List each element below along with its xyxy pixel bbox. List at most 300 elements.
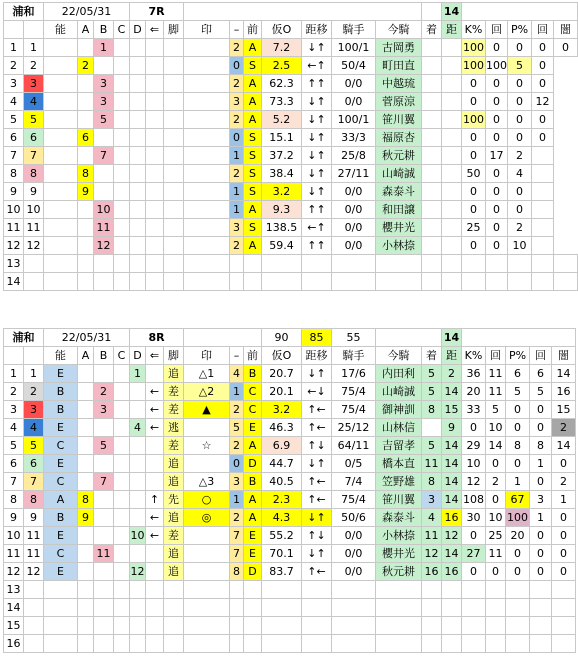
table-cell bbox=[94, 129, 114, 147]
table-cell bbox=[422, 201, 442, 219]
column-header: B bbox=[94, 347, 114, 365]
table-cell: 11 bbox=[486, 545, 506, 563]
table-cell: 1 bbox=[24, 365, 44, 383]
column-header: 仮O bbox=[262, 21, 302, 39]
table-cell: 11 bbox=[24, 219, 44, 237]
table-cell bbox=[130, 455, 146, 473]
table-cell bbox=[422, 255, 442, 273]
table-cell: 0 bbox=[486, 201, 508, 219]
table-cell: 0 bbox=[508, 129, 532, 147]
table-cell: 2 bbox=[552, 473, 576, 491]
table-cell bbox=[130, 509, 146, 527]
table-cell: 17/6 bbox=[332, 365, 376, 383]
table-cell bbox=[146, 219, 164, 237]
column-header: ⇐ bbox=[146, 347, 164, 365]
table-cell: 1 bbox=[552, 491, 576, 509]
table-cell bbox=[486, 617, 506, 635]
table-cell: 25/8 bbox=[332, 147, 376, 165]
table-cell: 40.5 bbox=[262, 473, 302, 491]
table-cell: ↓↑ bbox=[302, 545, 332, 563]
badge: 14 bbox=[442, 3, 462, 21]
table-cell bbox=[114, 111, 130, 129]
table-cell: A bbox=[44, 491, 78, 509]
table-cell: 36 bbox=[462, 365, 486, 383]
table-cell: 4 bbox=[24, 93, 44, 111]
table-cell: ↑← bbox=[302, 563, 332, 581]
table-cell bbox=[332, 635, 376, 653]
table-cell bbox=[164, 201, 184, 219]
table-cell bbox=[422, 147, 442, 165]
table-cell: 笹川翼 bbox=[376, 111, 422, 129]
table-cell: ↑← bbox=[302, 401, 332, 419]
table-cell: ↓↑ bbox=[302, 129, 332, 147]
table-cell bbox=[184, 273, 230, 291]
table-cell: 100/1 bbox=[332, 111, 376, 129]
table-cell: 12 bbox=[4, 237, 24, 255]
column-header: 距移 bbox=[302, 347, 332, 365]
table-cell: 16 bbox=[442, 509, 462, 527]
table-cell bbox=[44, 581, 78, 599]
table-cell: 1 bbox=[24, 39, 44, 57]
table-cell bbox=[78, 599, 94, 617]
table-cell bbox=[462, 599, 486, 617]
column-header: 距 bbox=[442, 347, 462, 365]
table-cell: 4 bbox=[230, 365, 244, 383]
table-cell: 秋元耕 bbox=[376, 563, 422, 581]
table-cell: ↑↓ bbox=[302, 437, 332, 455]
column-header: A bbox=[78, 347, 94, 365]
table-cell bbox=[554, 255, 578, 273]
table-cell: 37.2 bbox=[262, 147, 302, 165]
table-cell: △2 bbox=[184, 383, 230, 401]
table-cell bbox=[530, 617, 552, 635]
column-header: 回 bbox=[486, 347, 506, 365]
table-cell bbox=[114, 509, 130, 527]
table-cell: 14 bbox=[442, 383, 462, 401]
table-cell bbox=[302, 599, 332, 617]
table-cell bbox=[78, 365, 94, 383]
table-cell: E bbox=[44, 527, 78, 545]
table-cell bbox=[78, 419, 94, 437]
table-cell bbox=[530, 599, 552, 617]
table-cell: 3 bbox=[94, 93, 114, 111]
table-cell bbox=[78, 617, 94, 635]
table-cell: 7 bbox=[4, 147, 24, 165]
table-cell: 2 bbox=[230, 75, 244, 93]
table-cell: ↓↑ bbox=[302, 455, 332, 473]
table-cell bbox=[506, 635, 530, 653]
column-header: K% bbox=[462, 347, 486, 365]
table-cell: 100/1 bbox=[332, 39, 376, 57]
table-cell: 0 bbox=[506, 563, 530, 581]
table-cell bbox=[422, 111, 442, 129]
table-cell bbox=[332, 599, 376, 617]
table-row bbox=[4, 491, 576, 509]
table-cell: 12 bbox=[532, 93, 554, 111]
table-cell: 2.5 bbox=[262, 57, 302, 75]
column-header: 前 bbox=[244, 347, 262, 365]
table-cell bbox=[44, 219, 78, 237]
table-cell bbox=[184, 237, 230, 255]
table-cell: 差 bbox=[164, 527, 184, 545]
table-cell: 9 bbox=[78, 183, 94, 201]
table-cell bbox=[94, 491, 114, 509]
table-cell bbox=[230, 273, 244, 291]
table-cell bbox=[164, 617, 184, 635]
table-cell bbox=[44, 57, 78, 75]
table-cell: 0 bbox=[530, 545, 552, 563]
table-cell: 差 bbox=[164, 401, 184, 419]
table-cell bbox=[114, 219, 130, 237]
table-cell bbox=[130, 437, 146, 455]
table-cell: 8 bbox=[530, 437, 552, 455]
table-cell bbox=[130, 147, 146, 165]
table-cell bbox=[146, 437, 164, 455]
table-cell bbox=[184, 527, 230, 545]
table-cell: 御神訓 bbox=[376, 401, 422, 419]
table-cell: 追 bbox=[164, 365, 184, 383]
table-cell: 15 bbox=[4, 617, 24, 635]
table-cell bbox=[114, 93, 130, 111]
table-cell: 2 bbox=[230, 509, 244, 527]
table-cell: 14 bbox=[486, 437, 506, 455]
table-cell bbox=[24, 599, 44, 617]
table-cell: 櫻井光 bbox=[376, 219, 422, 237]
table-cell bbox=[462, 273, 486, 291]
table-cell: 5 bbox=[94, 111, 114, 129]
table-cell bbox=[130, 491, 146, 509]
table-cell: 9 bbox=[78, 509, 94, 527]
column-header: 今騎 bbox=[376, 347, 422, 365]
table-cell bbox=[486, 581, 506, 599]
table-cell bbox=[184, 93, 230, 111]
table-cell: 0 bbox=[532, 111, 554, 129]
value-2: 85 bbox=[302, 329, 332, 347]
table-cell: C bbox=[44, 437, 78, 455]
table-cell: 12 bbox=[94, 237, 114, 255]
value-3: 55 bbox=[332, 329, 376, 347]
table-cell bbox=[486, 273, 508, 291]
table-cell bbox=[130, 219, 146, 237]
table-cell bbox=[530, 581, 552, 599]
table-cell: 0 bbox=[486, 183, 508, 201]
table-cell: 3 bbox=[230, 219, 244, 237]
table-row bbox=[4, 419, 576, 437]
table-cell: 3 bbox=[94, 75, 114, 93]
table-cell: A bbox=[244, 93, 262, 111]
table-cell bbox=[146, 635, 164, 653]
race-label: 7R bbox=[130, 3, 184, 21]
table-cell bbox=[24, 617, 44, 635]
table-cell bbox=[114, 491, 130, 509]
table-cell bbox=[376, 255, 422, 273]
table-cell: 12 bbox=[462, 473, 486, 491]
table-cell: 7.2 bbox=[262, 39, 302, 57]
table-cell bbox=[230, 635, 244, 653]
table-cell bbox=[164, 39, 184, 57]
table-cell: 14 bbox=[552, 365, 576, 383]
table-cell: 2 bbox=[230, 401, 244, 419]
table-cell: 1 bbox=[506, 473, 530, 491]
table-cell: 3.2 bbox=[262, 401, 302, 419]
table-cell bbox=[78, 581, 94, 599]
table-cell bbox=[164, 165, 184, 183]
table-cell bbox=[146, 93, 164, 111]
table-cell bbox=[114, 237, 130, 255]
table-cell bbox=[184, 201, 230, 219]
table-cell bbox=[164, 75, 184, 93]
table-cell bbox=[376, 635, 422, 653]
venue-label: 浦和 bbox=[4, 329, 44, 347]
table-cell: △3 bbox=[184, 473, 230, 491]
table-cell: 山崎誠 bbox=[376, 165, 422, 183]
table-cell: 73.3 bbox=[262, 93, 302, 111]
table-cell: 6 bbox=[4, 455, 24, 473]
table-cell: 0/0 bbox=[332, 219, 376, 237]
table-cell bbox=[78, 563, 94, 581]
table-cell: 5 bbox=[530, 383, 552, 401]
table-cell: 75/4 bbox=[332, 383, 376, 401]
table-cell bbox=[130, 599, 146, 617]
table-cell: 0 bbox=[508, 201, 532, 219]
table-cell: 内田利 bbox=[376, 365, 422, 383]
table-cell bbox=[442, 617, 462, 635]
table-cell: 9 bbox=[4, 509, 24, 527]
table-cell: 8 bbox=[422, 473, 442, 491]
table-cell: 0 bbox=[462, 75, 486, 93]
table-cell: A bbox=[244, 509, 262, 527]
table-cell bbox=[114, 527, 130, 545]
table-cell bbox=[184, 545, 230, 563]
table-cell: 追 bbox=[164, 509, 184, 527]
table-cell bbox=[130, 165, 146, 183]
table-cell bbox=[532, 237, 554, 255]
table-cell: 8 bbox=[24, 165, 44, 183]
table-cell: 10 bbox=[486, 419, 506, 437]
table-cell bbox=[114, 165, 130, 183]
table-cell bbox=[164, 599, 184, 617]
table-cell: 3 bbox=[422, 491, 442, 509]
table-cell bbox=[442, 273, 462, 291]
table-cell: 0 bbox=[532, 129, 554, 147]
table-cell: 4 bbox=[422, 509, 442, 527]
table-cell: 2 bbox=[4, 57, 24, 75]
table-cell: 差 bbox=[164, 437, 184, 455]
table-cell: 3 bbox=[530, 491, 552, 509]
table-cell bbox=[78, 111, 94, 129]
table-cell: 8 bbox=[24, 491, 44, 509]
table-cell: ↓↑ bbox=[302, 111, 332, 129]
table-cell: 0 bbox=[462, 563, 486, 581]
table-cell bbox=[244, 599, 262, 617]
table-cell: 8 bbox=[230, 563, 244, 581]
table-cell bbox=[462, 617, 486, 635]
table-cell bbox=[442, 237, 462, 255]
table-cell bbox=[78, 255, 94, 273]
table-cell bbox=[114, 57, 130, 75]
table-cell bbox=[146, 617, 164, 635]
table-cell: 5 bbox=[4, 111, 24, 129]
table-cell: ☆ bbox=[184, 437, 230, 455]
column-header bbox=[24, 347, 44, 365]
table-cell: 7 bbox=[94, 147, 114, 165]
table-cell: 10 bbox=[486, 509, 506, 527]
table-cell bbox=[78, 635, 94, 653]
table-cell bbox=[442, 599, 462, 617]
table-cell bbox=[262, 635, 302, 653]
table-cell: S bbox=[244, 129, 262, 147]
table-cell: ←↑ bbox=[302, 219, 332, 237]
table-cell bbox=[78, 473, 94, 491]
table-cell bbox=[422, 581, 442, 599]
table-cell: E bbox=[44, 419, 78, 437]
table-cell bbox=[114, 383, 130, 401]
table-cell: 16 bbox=[552, 383, 576, 401]
table-cell bbox=[184, 129, 230, 147]
table-cell bbox=[184, 255, 230, 273]
table-cell bbox=[146, 237, 164, 255]
table-row bbox=[4, 75, 578, 93]
table-cell: C bbox=[44, 473, 78, 491]
table-cell: 8 bbox=[78, 165, 94, 183]
table-cell: ← bbox=[146, 527, 164, 545]
table-cell: 2 bbox=[442, 365, 462, 383]
table-cell bbox=[146, 129, 164, 147]
table-cell bbox=[230, 599, 244, 617]
table-cell: 1 bbox=[530, 455, 552, 473]
table-cell bbox=[146, 273, 164, 291]
table-cell bbox=[78, 273, 94, 291]
table-cell: A bbox=[244, 237, 262, 255]
table-cell: 4 bbox=[130, 419, 146, 437]
table-cell bbox=[24, 635, 44, 653]
table-cell bbox=[78, 219, 94, 237]
table-cell bbox=[184, 57, 230, 75]
table-cell: 8 bbox=[422, 401, 442, 419]
table-cell: 0 bbox=[506, 455, 530, 473]
table-cell bbox=[302, 617, 332, 635]
table-cell: ↑↑ bbox=[302, 237, 332, 255]
table-cell: 3 bbox=[4, 401, 24, 419]
table-cell bbox=[244, 617, 262, 635]
table-cell: 笠野雄 bbox=[376, 473, 422, 491]
table-cell bbox=[78, 401, 94, 419]
table-cell: 5 bbox=[230, 419, 244, 437]
table-cell: 5 bbox=[24, 437, 44, 455]
table-cell: 0 bbox=[462, 237, 486, 255]
table-cell: 0 bbox=[506, 401, 530, 419]
table-cell bbox=[422, 39, 442, 57]
table-row bbox=[4, 473, 576, 491]
table-cell: ↑← bbox=[302, 491, 332, 509]
table-cell bbox=[376, 581, 422, 599]
table-cell: 6 bbox=[24, 129, 44, 147]
table-cell: ↑↑ bbox=[302, 201, 332, 219]
table-cell: 5 bbox=[4, 437, 24, 455]
table-cell: A bbox=[244, 75, 262, 93]
table-cell: 0 bbox=[486, 93, 508, 111]
table-cell: 0 bbox=[462, 147, 486, 165]
column-header: 騎手 bbox=[332, 347, 376, 365]
table-cell bbox=[114, 401, 130, 419]
table-cell: 菅原涼 bbox=[376, 93, 422, 111]
column-header: K% bbox=[462, 21, 486, 39]
table-cell bbox=[114, 75, 130, 93]
table-cell bbox=[184, 75, 230, 93]
table-cell: 0 bbox=[530, 419, 552, 437]
table-cell bbox=[422, 129, 442, 147]
table-cell bbox=[422, 419, 442, 437]
column-header: B bbox=[94, 21, 114, 39]
table-cell bbox=[486, 599, 506, 617]
table-cell: 5 bbox=[422, 365, 442, 383]
table-cell: S bbox=[244, 219, 262, 237]
table-cell: 中越琉 bbox=[376, 75, 422, 93]
table-cell: 27/11 bbox=[332, 165, 376, 183]
table-cell: 138.5 bbox=[262, 219, 302, 237]
table-cell: 14 bbox=[442, 473, 462, 491]
table-cell bbox=[376, 273, 422, 291]
table-cell: 0 bbox=[530, 473, 552, 491]
table-cell: 0 bbox=[462, 183, 486, 201]
table-cell bbox=[422, 237, 442, 255]
table-cell: 10 bbox=[4, 201, 24, 219]
table-row bbox=[4, 455, 576, 473]
table-cell: C bbox=[44, 545, 78, 563]
column-header: 脚 bbox=[164, 347, 184, 365]
table-cell: 差 bbox=[164, 383, 184, 401]
table-cell bbox=[94, 165, 114, 183]
table-cell: D bbox=[244, 455, 262, 473]
table-cell bbox=[530, 635, 552, 653]
table-cell: 9.3 bbox=[262, 201, 302, 219]
table-cell bbox=[78, 39, 94, 57]
table-cell bbox=[130, 273, 146, 291]
table-cell bbox=[532, 201, 554, 219]
table-cell bbox=[422, 165, 442, 183]
column-header: 前 bbox=[244, 21, 262, 39]
table-cell: 10 bbox=[130, 527, 146, 545]
table-cell: 100 bbox=[506, 509, 530, 527]
column-header: 能 bbox=[44, 347, 78, 365]
table-row bbox=[4, 617, 576, 635]
table-cell: 0 bbox=[508, 183, 532, 201]
table-cell: 75/4 bbox=[332, 401, 376, 419]
table-cell: 0 bbox=[462, 527, 486, 545]
table-cell bbox=[130, 75, 146, 93]
table-cell: 5 bbox=[486, 401, 506, 419]
table-cell: 25/12 bbox=[332, 419, 376, 437]
table-cell: E bbox=[244, 527, 262, 545]
table-cell bbox=[164, 255, 184, 273]
table-cell bbox=[146, 581, 164, 599]
table-cell: 20.1 bbox=[262, 383, 302, 401]
table-cell bbox=[130, 581, 146, 599]
venue-label: 浦和 bbox=[4, 3, 44, 21]
table-cell bbox=[114, 635, 130, 653]
table-cell bbox=[44, 635, 78, 653]
table-cell: 山林信 bbox=[376, 419, 422, 437]
table-cell bbox=[130, 57, 146, 75]
table-cell: C bbox=[244, 383, 262, 401]
table-cell bbox=[506, 581, 530, 599]
table-cell bbox=[130, 383, 146, 401]
column-header: P% bbox=[506, 347, 530, 365]
table-cell bbox=[508, 255, 532, 273]
table-cell bbox=[146, 57, 164, 75]
table-cell bbox=[230, 581, 244, 599]
table-cell bbox=[422, 183, 442, 201]
